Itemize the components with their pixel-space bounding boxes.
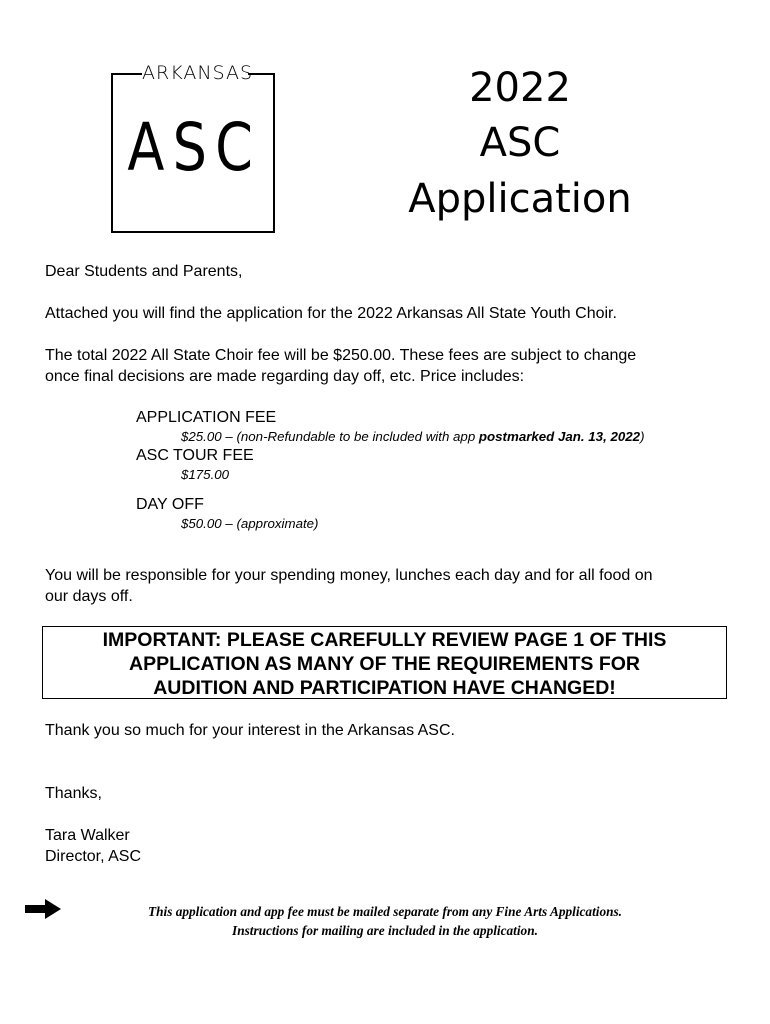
application-fee-detail: $25.00 – (non-Refundable to be included with app postmarked Jan. 13, 2022) [181,429,645,444]
signature-title: Director, ASC [45,848,142,865]
footer-note-line1: This application and app fee must be mailed separate from any Fine Arts Applications. [147,904,623,919]
thanks-text: Thanks, [45,785,102,802]
title-year: 2022 [469,65,571,111]
logo-main-text: ASC [127,109,262,186]
day-off-detail: $50.00 – (approximate) [181,516,319,531]
signature-name: Tara Walker [45,827,130,844]
day-off-label: DAY OFF [136,496,204,513]
right-arrow-icon [25,898,61,920]
tour-fee-label: ASC TOUR FEE [136,447,254,464]
paragraph-spending-line2: our days off. [45,588,133,605]
title-application: Application [408,176,632,222]
important-line1: IMPORTANT: PLEASE CAREFULLY REVIEW PAGE 1 OF THIS [102,629,667,651]
paragraph-fee-line1: The total 2022 All State Choir fee will be $250.00. These fees are subject to change [45,347,637,364]
important-line2: APPLICATION AS MANY OF THE REQUIREMENTS FOR [129,653,640,675]
paragraph-intro: Attached you will find the application for the 2022 Arkansas All State Youth Choir. [45,305,617,322]
footer-note-line2: Instructions for mailing are included in the application. [232,923,538,938]
greeting: Dear Students and Parents, [45,263,243,280]
postmark-deadline: postmarked Jan. 13, 2022 [478,429,641,444]
application-fee-label: APPLICATION FEE [136,409,277,426]
thank-you-text: Thank you so much for your interest in the Arkansas ASC. [45,722,455,739]
important-line3: AUDITION AND PARTICIPATION HAVE CHANGED! [153,677,616,699]
paragraph-fee-line2: once final decisions are made regarding day off, etc. Price includes: [45,368,525,385]
title-asc: ASC [479,120,561,166]
tour-fee-detail: $175.00 [181,467,230,482]
paragraph-spending-line1: You will be responsible for your spending money, lunches each day and for all food on [45,567,653,584]
logo-top-text: ARKANSAS [142,62,254,84]
